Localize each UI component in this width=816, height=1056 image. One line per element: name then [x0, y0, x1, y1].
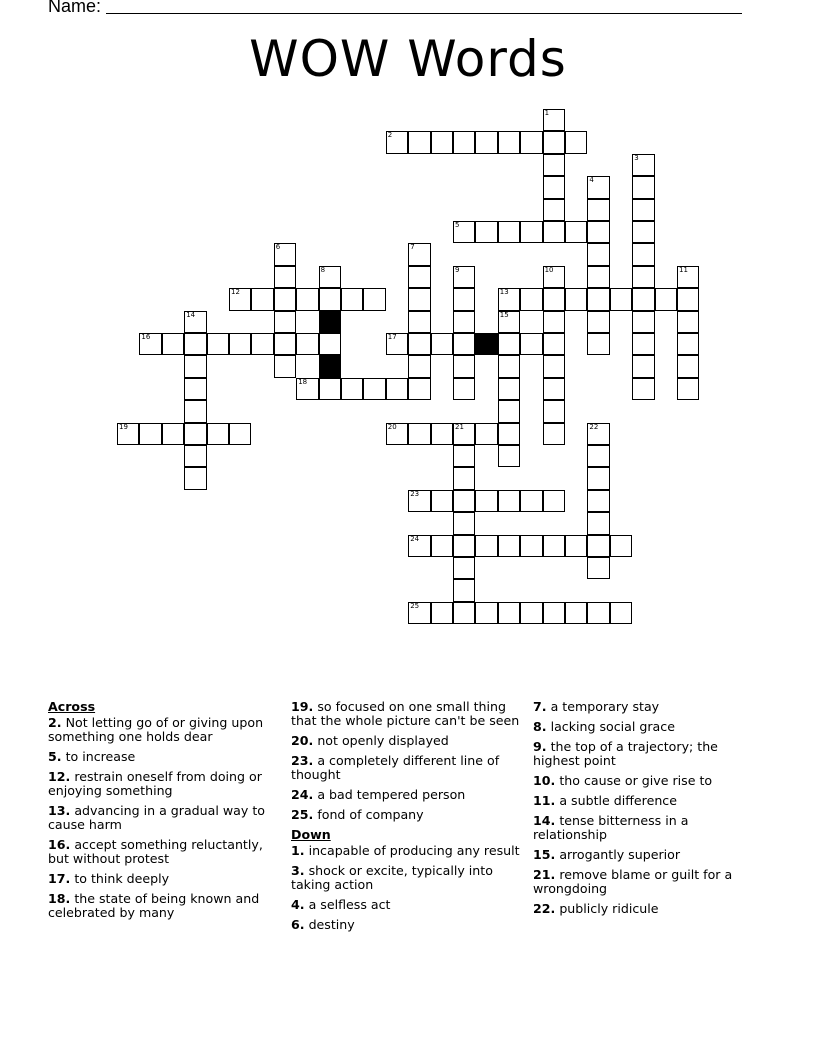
grid-cell[interactable] — [677, 378, 699, 400]
grid-cell[interactable] — [632, 333, 654, 355]
clue-number: 3 — [634, 153, 639, 162]
grid-cell[interactable] — [587, 333, 609, 355]
clue-item — [48, 716, 280, 744]
grid-cell[interactable] — [431, 535, 453, 557]
grid-cell[interactable] — [453, 579, 475, 601]
grid-cell[interactable] — [363, 378, 385, 400]
clue-item — [291, 864, 521, 892]
grid-cell[interactable] — [677, 333, 699, 355]
grid-cell[interactable] — [632, 243, 654, 265]
grid-cell[interactable] — [296, 378, 318, 400]
grid-cell[interactable] — [587, 176, 609, 198]
grid-cell[interactable] — [408, 535, 430, 557]
grid-cell[interactable] — [386, 333, 408, 355]
clue-text: Not letting go of or giving upon something one holds dear — [48, 715, 264, 744]
clue-item — [291, 918, 521, 932]
grid-cell[interactable] — [408, 355, 430, 377]
clue-number-label: 20. — [291, 733, 314, 748]
grid-cell[interactable] — [386, 378, 408, 400]
clue-text: fond of company — [313, 807, 424, 822]
clue-item — [291, 788, 521, 802]
clue-text: a temporary stay — [546, 699, 660, 714]
grid-cell[interactable] — [543, 288, 565, 310]
grid-cell[interactable] — [475, 131, 497, 153]
grid-cell[interactable] — [453, 266, 475, 288]
grid-cell[interactable] — [453, 221, 475, 243]
grid-cell[interactable] — [431, 131, 453, 153]
grid-cell[interactable] — [408, 243, 430, 265]
grid-cell[interactable] — [139, 423, 161, 445]
grid-cell[interactable] — [498, 288, 520, 310]
grid-cell[interactable] — [453, 445, 475, 467]
grid-cell[interactable] — [475, 535, 497, 557]
grid-block — [475, 333, 497, 355]
grid-cell[interactable] — [408, 131, 430, 153]
clue-number: 6 — [275, 243, 281, 252]
grid-cell[interactable] — [184, 355, 206, 377]
clue-item — [533, 848, 763, 862]
grid-cell[interactable] — [408, 423, 430, 445]
grid-cell[interactable] — [453, 311, 475, 333]
grid-cell[interactable] — [408, 490, 430, 512]
grid-cell[interactable] — [587, 512, 609, 534]
grid-cell[interactable] — [207, 333, 229, 355]
grid-cell[interactable] — [632, 266, 654, 288]
clue-number-label: 10. — [533, 773, 556, 788]
grid-cell[interactable] — [453, 557, 475, 579]
grid-cell[interactable] — [117, 423, 139, 445]
grid-cell[interactable] — [610, 535, 632, 557]
grid-cell[interactable] — [296, 333, 318, 355]
grid-cell[interactable] — [677, 288, 699, 310]
grid-cell[interactable] — [207, 423, 229, 445]
grid-cell[interactable] — [453, 423, 475, 445]
clue-number-label: 12. — [48, 769, 71, 784]
grid-cell[interactable] — [543, 221, 565, 243]
grid-cell[interactable] — [543, 131, 565, 153]
clue-number: 4 — [589, 176, 594, 185]
grid-cell[interactable] — [498, 355, 520, 377]
clue-number: 9 — [455, 265, 460, 274]
clue-item — [533, 700, 763, 714]
clue-number-label: 15. — [533, 847, 556, 862]
grid-cell[interactable] — [251, 333, 273, 355]
grid-cell[interactable] — [498, 602, 520, 624]
grid-cell[interactable] — [587, 311, 609, 333]
grid-cell[interactable] — [184, 311, 206, 333]
clue-number: 21 — [455, 422, 464, 431]
grid-cell[interactable] — [453, 131, 475, 153]
clue-item — [291, 700, 521, 728]
clue-number-label: 3. — [291, 863, 305, 878]
clue-number: 11 — [679, 265, 688, 274]
clue-item — [533, 794, 763, 808]
page-title: WOW Words — [249, 30, 567, 88]
grid-cell[interactable] — [251, 288, 273, 310]
grid-cell[interactable] — [520, 333, 542, 355]
clue-text: a subtle difference — [555, 793, 677, 808]
grid-cell[interactable] — [632, 154, 654, 176]
clue-text: to think deeply — [70, 871, 170, 886]
grid-cell[interactable] — [319, 288, 341, 310]
clue-item — [291, 808, 521, 822]
grid-cell[interactable] — [498, 378, 520, 400]
grid-cell[interactable] — [274, 243, 296, 265]
clue-number: 1 — [544, 109, 550, 117]
grid-cell[interactable] — [408, 378, 430, 400]
clue-item — [533, 902, 763, 916]
clue-item — [291, 844, 521, 858]
grid-cell[interactable] — [632, 378, 654, 400]
grid-cell[interactable] — [453, 378, 475, 400]
grid-cell[interactable] — [587, 557, 609, 579]
clue-item — [533, 774, 763, 788]
grid-cell[interactable] — [610, 602, 632, 624]
grid-cell[interactable] — [453, 333, 475, 355]
clue-number-label: 23. — [291, 753, 314, 768]
grid-cell[interactable] — [274, 266, 296, 288]
clue-text: restrain oneself from doing or enjoying something — [48, 769, 262, 798]
grid-cell[interactable] — [453, 602, 475, 624]
grid-cell[interactable] — [587, 221, 609, 243]
clue-number: 20 — [387, 422, 397, 431]
clue-text: lacking social grace — [546, 719, 675, 734]
clue-number-label: 5. — [48, 749, 62, 764]
clue-number: 17 — [387, 333, 397, 341]
grid-cell[interactable] — [319, 266, 341, 288]
grid-cell[interactable] — [431, 602, 453, 624]
grid-cell[interactable] — [229, 333, 251, 355]
grid-cell[interactable] — [498, 490, 520, 512]
clue-item — [48, 872, 280, 886]
clue-item — [48, 804, 280, 832]
clue-text: incapable of producing any result — [304, 843, 520, 858]
clue-text: remove blame or guilt for a wrongdoing — [533, 867, 733, 896]
name-label: Name: — [48, 0, 102, 16]
grid-cell[interactable] — [498, 131, 520, 153]
grid-cell[interactable] — [677, 266, 699, 288]
clue-text: tho cause or give rise to — [555, 773, 713, 788]
clue-number: 18 — [298, 377, 308, 386]
clue-number-label: 17. — [48, 871, 71, 886]
grid-cell[interactable] — [520, 131, 542, 153]
grid-cell[interactable] — [475, 221, 497, 243]
grid-cell[interactable] — [632, 288, 654, 310]
clue-text: to increase — [61, 749, 136, 764]
grid-cell[interactable] — [498, 445, 520, 467]
clues-column-2 — [291, 700, 521, 938]
grid-cell[interactable] — [565, 602, 587, 624]
clues-column-1 — [48, 700, 280, 926]
grid-cell[interactable] — [543, 535, 565, 557]
grid-cell[interactable] — [587, 288, 609, 310]
clue-number-label: 16. — [48, 837, 71, 852]
clue-item — [533, 814, 763, 842]
clue-number-label: 1. — [291, 843, 305, 858]
grid-cell[interactable] — [184, 378, 206, 400]
clue-number: 16 — [141, 333, 151, 341]
clue-number-label: 22. — [533, 901, 556, 916]
grid-cell[interactable] — [319, 378, 341, 400]
grid-cell[interactable] — [184, 333, 206, 355]
grid-cell[interactable] — [587, 266, 609, 288]
clue-item — [48, 838, 280, 866]
grid-cell[interactable] — [587, 199, 609, 221]
clue-number-label: 21. — [533, 867, 556, 882]
clue-number: 2 — [387, 131, 393, 140]
clue-text: a bad tempered person — [313, 787, 466, 802]
clue-number: 7 — [410, 243, 415, 252]
clue-item — [291, 734, 521, 748]
clue-text: a completely different line of thought — [291, 753, 500, 782]
grid-cell[interactable] — [184, 423, 206, 445]
grid-cell[interactable] — [274, 333, 296, 355]
clue-text: not openly displayed — [313, 733, 449, 748]
clue-text: destiny — [304, 917, 355, 932]
clue-item — [48, 770, 280, 798]
grid-block — [319, 355, 341, 377]
grid-cell[interactable] — [587, 490, 609, 512]
grid-cell[interactable] — [229, 288, 251, 310]
grid-cell[interactable] — [475, 490, 497, 512]
grid-cell[interactable] — [565, 131, 587, 153]
grid-cell[interactable] — [498, 333, 520, 355]
grid-cell[interactable] — [587, 445, 609, 467]
clue-number-label: 14. — [533, 813, 556, 828]
grid-cell[interactable] — [162, 333, 184, 355]
grid-cell[interactable] — [543, 423, 565, 445]
grid-cell[interactable] — [184, 467, 206, 489]
grid-cell[interactable] — [498, 221, 520, 243]
grid-cell[interactable] — [565, 535, 587, 557]
grid-cell[interactable] — [632, 176, 654, 198]
clue-number-label: 18. — [48, 891, 71, 906]
grid-cell[interactable] — [184, 400, 206, 422]
clue-text: advancing in a gradual way to cause harm — [48, 803, 265, 832]
grid-cell[interactable] — [543, 355, 565, 377]
grid-cell[interactable] — [543, 266, 565, 288]
grid-cell[interactable] — [229, 423, 251, 445]
grid-cell[interactable] — [543, 333, 565, 355]
grid-cell[interactable] — [408, 311, 430, 333]
grid-cell[interactable] — [408, 266, 430, 288]
grid-cell[interactable] — [475, 423, 497, 445]
clue-text: arrogantly superior — [555, 847, 681, 862]
grid-cell[interactable] — [543, 199, 565, 221]
clue-number-label: 8. — [533, 719, 547, 734]
grid-cell[interactable] — [498, 423, 520, 445]
clue-number-label: 19. — [291, 699, 314, 714]
grid-cell[interactable] — [274, 311, 296, 333]
grid-cell[interactable] — [386, 423, 408, 445]
grid-cell[interactable] — [632, 199, 654, 221]
clue-number: 24 — [410, 534, 420, 543]
clue-text: shock or excite, typically into taking action — [291, 863, 493, 892]
grid-cell[interactable] — [408, 602, 430, 624]
grid-cell[interactable] — [587, 602, 609, 624]
clue-text: publicly ridicule — [555, 901, 659, 916]
grid-cell[interactable] — [274, 355, 296, 377]
clue-number: 23 — [410, 489, 420, 498]
clue-item — [533, 868, 763, 896]
grid-block — [319, 311, 341, 333]
grid-cell[interactable] — [520, 535, 542, 557]
grid-cell[interactable] — [453, 288, 475, 310]
grid-cell[interactable] — [520, 288, 542, 310]
clue-text: accept something reluctantly, but without protest — [48, 837, 263, 866]
clue-item — [291, 754, 521, 782]
grid-cell[interactable] — [184, 445, 206, 467]
clue-number-label: 2. — [48, 715, 62, 730]
grid-cell[interactable] — [408, 288, 430, 310]
grid-cell[interactable] — [453, 512, 475, 534]
clue-number-label: 24. — [291, 787, 314, 802]
grid-cell[interactable] — [341, 378, 363, 400]
clue-text: a selfless act — [304, 897, 391, 912]
grid-cell[interactable] — [632, 355, 654, 377]
grid-cell[interactable] — [162, 423, 184, 445]
grid-cell[interactable] — [543, 109, 565, 131]
clue-number: 10 — [544, 265, 554, 274]
grid-cell[interactable] — [431, 490, 453, 512]
grid-cell[interactable] — [453, 355, 475, 377]
grid-cell[interactable] — [543, 154, 565, 176]
grid-cell[interactable] — [677, 355, 699, 377]
clue-number-label: 6. — [291, 917, 305, 932]
grid-cell[interactable] — [341, 288, 363, 310]
grid-cell[interactable] — [498, 400, 520, 422]
clue-item — [48, 892, 280, 920]
grid-cell[interactable] — [543, 176, 565, 198]
clue-number: 19 — [119, 422, 128, 431]
clue-number-label: 25. — [291, 807, 314, 822]
grid-cell[interactable] — [587, 467, 609, 489]
clue-item — [533, 720, 763, 734]
grid-cell[interactable] — [319, 333, 341, 355]
clue-number: 12 — [231, 288, 240, 297]
grid-cell[interactable] — [655, 288, 677, 310]
down-heading: Down — [291, 827, 331, 842]
grid-cell[interactable] — [431, 333, 453, 355]
clue-number-label: 13. — [48, 803, 71, 818]
grid-cell[interactable] — [565, 221, 587, 243]
grid-cell[interactable] — [453, 467, 475, 489]
grid-cell[interactable] — [498, 535, 520, 557]
grid-cell[interactable] — [520, 490, 542, 512]
grid-cell[interactable] — [543, 311, 565, 333]
grid-cell[interactable] — [475, 602, 497, 624]
across-heading: Across — [48, 699, 96, 714]
clue-number: 8 — [320, 265, 326, 274]
grid-cell[interactable] — [543, 378, 565, 400]
clue-text: so focused on one small thing that the whole picture can't be seen — [291, 699, 520, 728]
grid-cell[interactable] — [453, 490, 475, 512]
grid-cell[interactable] — [587, 423, 609, 445]
clue-number: 5 — [455, 221, 460, 229]
grid-cell[interactable] — [587, 243, 609, 265]
grid-cell[interactable] — [632, 221, 654, 243]
clue-number-label: 4. — [291, 897, 305, 912]
clue-text: the top of a trajectory; the highest point — [533, 739, 718, 768]
grid-cell[interactable] — [543, 602, 565, 624]
grid-cell[interactable] — [139, 333, 161, 355]
grid-cell[interactable] — [543, 400, 565, 422]
clue-item — [533, 740, 763, 768]
grid-cell[interactable] — [386, 131, 408, 153]
grid-cell[interactable] — [274, 288, 296, 310]
grid-cell[interactable] — [565, 288, 587, 310]
grid-cell[interactable] — [677, 311, 699, 333]
clue-number: 22 — [589, 422, 599, 431]
clue-item — [291, 898, 521, 912]
clue-number-label: 9. — [533, 739, 547, 754]
clue-text: the state of being known and celebrated by many — [48, 891, 260, 920]
grid-cell[interactable] — [408, 333, 430, 355]
grid-cell[interactable] — [520, 602, 542, 624]
grid-cell[interactable] — [632, 311, 654, 333]
grid-cell[interactable] — [543, 490, 565, 512]
grid-cell[interactable] — [296, 288, 318, 310]
grid-cell[interactable] — [498, 311, 520, 333]
clue-number-label: 7. — [533, 699, 547, 714]
grid-cell[interactable] — [610, 288, 632, 310]
clue-number-label: 11. — [533, 793, 556, 808]
grid-cell[interactable] — [431, 423, 453, 445]
grid-cell[interactable] — [587, 535, 609, 557]
clues-column-3 — [533, 700, 763, 922]
grid-cell[interactable] — [453, 535, 475, 557]
clue-text: tense bitterness in a relationship — [533, 813, 689, 842]
clue-item — [48, 750, 280, 764]
clue-number: 14 — [186, 310, 196, 319]
clue-number: 15 — [499, 310, 509, 319]
grid-cell[interactable] — [520, 221, 542, 243]
clue-number: 25 — [410, 601, 420, 610]
clue-number: 13 — [499, 288, 509, 297]
grid-cell[interactable] — [363, 288, 385, 310]
